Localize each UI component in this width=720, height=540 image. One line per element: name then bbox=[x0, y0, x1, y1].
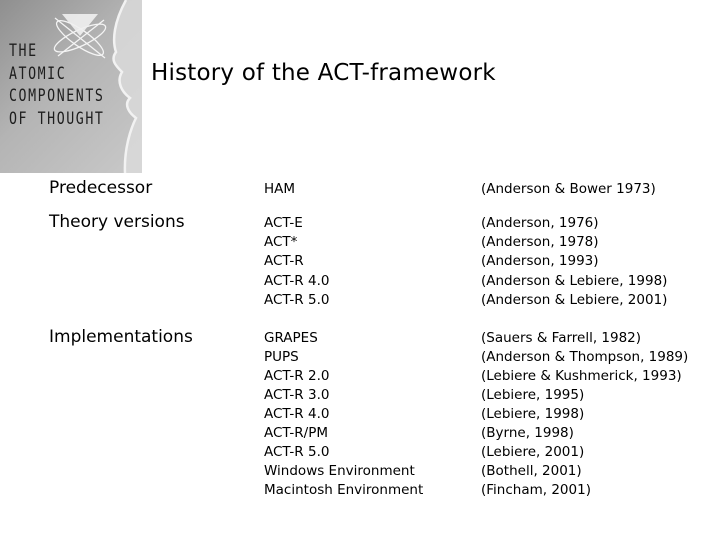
category-theory-versions: Theory versions bbox=[49, 212, 185, 232]
list-item: ACT-R 2.0 bbox=[264, 368, 330, 384]
reference-item: (Anderson, 1978) bbox=[481, 234, 599, 251]
book-cover-image bbox=[0, 0, 142, 173]
list-item: HAM bbox=[264, 181, 296, 197]
reference-item: (Sauers & Farrell, 1982) bbox=[481, 330, 642, 346]
list-item: ACT-R 3.0 bbox=[264, 387, 330, 403]
reference-item: (Anderson, 1976) bbox=[481, 215, 599, 231]
reference-item: (Anderson & Lebiere, 1998) bbox=[481, 272, 668, 289]
theory-version-refs bbox=[481, 214, 667, 310]
list-item: ACT-R 5.0 bbox=[264, 291, 330, 308]
list-item: GRAPES bbox=[264, 330, 318, 346]
reference-item: (Anderson & Lebiere, 2001) bbox=[481, 291, 668, 308]
list-item: PUPS bbox=[264, 349, 299, 365]
cover-line: COMPONENTS bbox=[9, 86, 105, 106]
cover-line: THE bbox=[9, 41, 38, 61]
list-item: ACT-R/PM bbox=[264, 425, 329, 441]
list-item: Windows Environment bbox=[264, 463, 415, 479]
reference-item: (Bothell, 2001) bbox=[481, 463, 582, 479]
theory-version-items bbox=[264, 214, 329, 310]
cover-line: OF THOUGHT bbox=[9, 108, 105, 129]
list-item: ACT-R 4.0 bbox=[264, 406, 330, 422]
reference-item: (Lebiere, 2001) bbox=[481, 444, 585, 460]
list-item: ACT* bbox=[264, 234, 298, 251]
slide-title: History of the ACT-framework bbox=[151, 60, 496, 86]
list-item: ACT-R 4.0 bbox=[264, 272, 330, 289]
reference-item: (Lebiere, 1995) bbox=[481, 387, 585, 403]
category-implementations: Implementations bbox=[49, 327, 193, 347]
reference-item: (Anderson, 1993) bbox=[481, 253, 599, 270]
cover-title-text bbox=[9, 40, 104, 130]
reference-item: (Anderson & Thompson, 1989) bbox=[481, 349, 689, 365]
implementation-items bbox=[264, 329, 423, 500]
list-item: Macintosh Environment bbox=[264, 482, 424, 498]
reference-item: (Anderson & Bower 1973) bbox=[481, 181, 656, 197]
category-predecessor: Predecessor bbox=[49, 178, 153, 198]
list-item: ACT-R 5.0 bbox=[264, 444, 330, 460]
reference-item: (Byrne, 1998) bbox=[481, 425, 574, 441]
predecessor-items bbox=[264, 180, 295, 199]
reference-item: (Lebiere & Kushmerick, 1993) bbox=[481, 368, 682, 384]
cover-line: ATOMIC bbox=[9, 63, 67, 84]
predecessor-refs bbox=[481, 180, 656, 199]
list-item: ACT-E bbox=[264, 215, 303, 231]
reference-item: (Lebiere, 1998) bbox=[481, 406, 585, 422]
reference-item: (Fincham, 2001) bbox=[481, 482, 591, 498]
list-item: ACT-R bbox=[264, 253, 304, 270]
implementation-refs bbox=[481, 329, 688, 500]
